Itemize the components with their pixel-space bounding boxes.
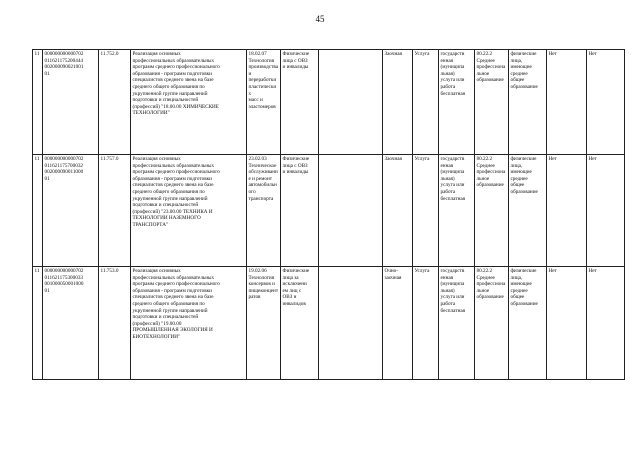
cell-line: 000000000000702 [44, 156, 84, 162]
education-level-cell [475, 155, 509, 267]
cell-line: специалистов среднего звена на базе [132, 182, 214, 189]
cell-line: бесплатная [440, 195, 466, 202]
cell-line: Реализация основных [132, 268, 181, 274]
row-number-cell: 11 [33, 50, 43, 155]
cell-line: образование [476, 294, 504, 301]
cell-line: среднее [510, 287, 528, 294]
specialty-cell [247, 155, 281, 267]
consumer-requirement-cell [509, 50, 547, 155]
cell-line: лица за [282, 274, 299, 281]
cell-line: профессиональных образовательных [132, 57, 215, 64]
cell-line: бесплатная [440, 307, 466, 314]
cell-line: ем лиц с [282, 287, 302, 294]
cell-line: специалистов среднего звена на базе [132, 294, 214, 301]
cell-line: ТРАНСПОРТА" [132, 221, 169, 228]
cell-line: Среднее [476, 274, 495, 281]
cell-line: профессиона [476, 169, 506, 176]
cell-line: образования - программ подготовки [132, 287, 212, 294]
consumer-category-cell [281, 155, 319, 267]
cell-line: среднее [510, 70, 528, 77]
cell-line: льное [476, 70, 490, 77]
empty-cell [319, 50, 383, 155]
cell-line: ого [248, 188, 256, 195]
payment-status-cell [439, 50, 475, 155]
cell-line: лица с ОВЗ [282, 162, 308, 169]
cell-line: льная) [440, 287, 455, 294]
cell-line: пищеконцент [248, 287, 279, 294]
cell-line: образования - программ подготовки [132, 70, 212, 77]
cell-line: имеющие [510, 281, 532, 288]
study-form-cell [383, 155, 413, 267]
cell-line: енная [440, 57, 454, 64]
cell-line: лица, [510, 162, 523, 169]
cell-line: 01 [44, 175, 50, 182]
row-number-cell: 11 [33, 155, 43, 267]
cell-line: работа [440, 83, 456, 90]
registry-number-cell [43, 50, 99, 155]
cell-line: (профессий) "18.00.00 ХИМИЧЕСКИЕ [132, 103, 219, 110]
cell-line: 000000000000702 [44, 51, 84, 57]
cell-line: и инвалиды [282, 169, 309, 176]
cell-line: физические [510, 156, 537, 162]
cell-line: общее [510, 182, 525, 189]
program-name-cell [131, 155, 247, 267]
cell-line: 19.02.06 [248, 268, 267, 274]
service-code-cell: 11.752.0 [99, 50, 131, 155]
table-row [33, 267, 625, 380]
cell-line: бесплатная [440, 90, 466, 97]
education-level-cell [475, 267, 509, 380]
program-name-cell [131, 50, 247, 155]
cell-line: Реализация основных [132, 156, 181, 162]
cell-line: Заочная [384, 51, 402, 57]
cell-line: общее [510, 294, 525, 301]
cell-line: 000000000000702 [44, 268, 84, 274]
cell-line: льная) [440, 175, 455, 182]
empty-cell [319, 155, 383, 267]
cell-line: ТЕХНОЛОГИИ" [132, 110, 170, 117]
consumer-category-cell [281, 50, 319, 155]
flag-cell: Нет [547, 267, 587, 380]
cell-line: профессиональных образовательных [132, 162, 215, 169]
cell-line: льная) [440, 70, 455, 77]
cell-line: 80.22.2 [476, 268, 493, 274]
cell-line: имеющие [510, 169, 532, 176]
cell-line: енная [440, 162, 454, 169]
empty-cell [319, 267, 383, 380]
cell-line: образование [476, 77, 504, 84]
cell-line: Реализация основных [132, 51, 181, 57]
specialty-cell [247, 50, 281, 155]
service-code-cell: 11.753.0 [99, 267, 131, 380]
cell-line: Заочная [384, 156, 402, 162]
flag-cell: Нет [587, 267, 625, 380]
cell-line: образование [510, 188, 538, 195]
cell-line: 011621175200444 [44, 57, 84, 64]
cell-line: укрупненной группе направлений [132, 307, 208, 314]
page-number: 45 [315, 14, 325, 24]
cell-line: профессиональных образовательных [132, 274, 215, 281]
study-form-cell [383, 50, 413, 155]
cell-line: Физические [282, 268, 310, 274]
cell-line: Среднее [476, 162, 495, 169]
flag-cell: Нет [547, 155, 587, 267]
cell-line: (профессий) "23.00.00 ТЕХНИКА И [132, 208, 213, 215]
service-type-cell: Услуга [413, 50, 439, 155]
cell-line: 18.02.07 [248, 51, 267, 57]
cell-line: образование [510, 300, 538, 307]
cell-line: енная [440, 274, 454, 281]
cell-line: государств [440, 156, 465, 162]
cell-line: и инвалиды [282, 64, 309, 71]
cell-line: работа [440, 300, 456, 307]
cell-line: имеющие [510, 64, 532, 71]
cell-line: программ среднего профессионального [132, 169, 220, 176]
cell-line: транспорта [248, 195, 274, 202]
payment-status-cell [439, 267, 475, 380]
cell-line: работа [440, 188, 456, 195]
cell-line: услуга или [440, 182, 465, 189]
cell-line: 011621175700032 [44, 162, 84, 169]
row-number-cell: 11 [33, 267, 43, 380]
cell-line: 01 [44, 70, 50, 77]
cell-line: автомобильн [248, 182, 277, 189]
cell-line: Технология [248, 57, 275, 64]
cell-line: 002000090011000 [44, 169, 84, 176]
cell-line: общее [510, 77, 525, 84]
cell-line: подготовки и специальностей [132, 97, 199, 104]
cell-line: лица, [510, 274, 523, 281]
cell-line: ОВЗ и [282, 294, 297, 301]
cell-line: среднего общего образования по [132, 300, 205, 307]
cell-line: услуга или [440, 294, 465, 301]
cell-line: консервов и [248, 281, 275, 288]
cell-line: среднего общего образования по [132, 188, 205, 195]
cell-line: (профессий) "19.00.00 [132, 320, 182, 327]
cell-line: (муниципа [440, 64, 465, 71]
education-level-cell [475, 50, 509, 155]
cell-line: лица с ОВЗ [282, 57, 308, 64]
cell-line: профессиона [476, 64, 506, 71]
service-code-cell: 11.757.0 [99, 155, 131, 267]
table-row [33, 50, 625, 155]
registry-number-cell [43, 267, 99, 380]
flag-cell: Нет [547, 50, 587, 155]
cell-line: 23.02.03 [248, 156, 267, 162]
cell-line: услуга или [440, 77, 465, 84]
cell-line: Очно- [384, 268, 398, 274]
cell-line: (муниципа [440, 169, 465, 176]
cell-line: Физические [282, 156, 310, 162]
table-row [33, 155, 625, 267]
study-form-cell [383, 267, 413, 380]
cell-line: 80.22.2 [476, 51, 493, 57]
payment-status-cell [439, 155, 475, 267]
service-type-cell: Услуга [413, 267, 439, 380]
cell-line: Физические [282, 51, 310, 57]
cell-line: БИОТЕХНОЛОГИИ" [132, 333, 181, 340]
cell-line: образования - программ подготовки [132, 175, 212, 182]
cell-line: производства [248, 64, 279, 71]
cell-line: физические [510, 51, 537, 57]
flag-cell: Нет [587, 50, 625, 155]
cell-line: лица, [510, 57, 523, 64]
services-registry-table [32, 49, 625, 380]
cell-line: программ среднего профессионального [132, 281, 220, 288]
cell-line: и [248, 70, 252, 77]
cell-line: Технология [248, 274, 275, 281]
cell-line: е и ремонт [248, 175, 272, 182]
cell-line: заочная [384, 274, 402, 281]
cell-line: ратов [248, 294, 261, 301]
cell-line: Среднее [476, 57, 495, 64]
cell-line: государств [440, 51, 465, 57]
cell-line: Техническое [248, 162, 277, 169]
specialty-cell [247, 267, 281, 380]
cell-line: укрупненной группе направлений [132, 195, 208, 202]
cell-line: государств [440, 268, 465, 274]
cell-line: 011621175300033 [44, 274, 84, 281]
cell-line: переработки [248, 77, 277, 84]
cell-line: 002000090021001 [44, 64, 84, 71]
cell-line: среднее [510, 175, 528, 182]
cell-line: ТЕХНОЛОГИИ НАЗЕМНОГО [132, 215, 201, 222]
cell-line: ПРОМЫШЛЕННАЯ ЭКОЛОГИЯ И [132, 327, 213, 334]
consumer-requirement-cell [509, 267, 547, 380]
cell-line: физические [510, 268, 537, 274]
cell-line: инвалидов [282, 300, 306, 307]
cell-line: обслуживани [248, 169, 278, 176]
cell-line: 001000050001000 [44, 281, 84, 288]
program-name-cell [131, 267, 247, 380]
cell-line: специалистов среднего звена на базе [132, 77, 214, 84]
cell-line: среднего общего образования по [132, 83, 205, 90]
cell-line: исключени [282, 281, 307, 288]
cell-line: эластомеров [248, 103, 276, 110]
flag-cell: Нет [587, 155, 625, 267]
cell-line: образование [476, 182, 504, 189]
cell-line: льное [476, 287, 490, 294]
service-type-cell: Услуга [413, 155, 439, 267]
cell-line: масс и [248, 97, 263, 104]
cell-line: льное [476, 175, 490, 182]
registry-number-cell [43, 155, 99, 267]
cell-line: 80.22.2 [476, 156, 493, 162]
consumer-category-cell [281, 267, 319, 380]
cell-line: (муниципа [440, 281, 465, 288]
cell-line: образование [510, 83, 538, 90]
cell-line: программ среднего профессионального [132, 64, 220, 71]
consumer-requirement-cell [509, 155, 547, 267]
cell-line: 01 [44, 287, 50, 294]
cell-line: подготовки и специальностей [132, 202, 199, 209]
cell-line: укрупненной группе направлений [132, 90, 208, 97]
cell-line: пластических [248, 83, 277, 97]
cell-line: профессиона [476, 281, 506, 288]
cell-line: подготовки и специальностей [132, 314, 199, 321]
